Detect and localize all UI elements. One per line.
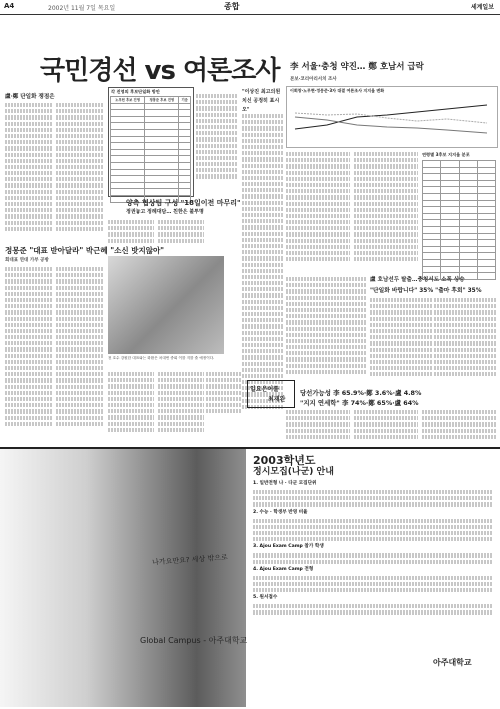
candidate-plan-title: 각 진영의 후보단일화 방안 [111, 89, 160, 94]
age-table [422, 160, 496, 280]
left-article2-col2 [56, 265, 104, 443]
right-top-smallhead: 본보·코리아리서치 조사 [290, 77, 337, 82]
ad-item: 5. 원서접수 [253, 595, 278, 601]
left-subhead-2-small: 회대표 연대 가부 공방 [5, 258, 49, 263]
ad-item: 3. Ajou Exam Camp 참가 학생 [253, 544, 324, 550]
ad-item: 2. 수능 · 학생부 반영 비율 [253, 509, 308, 515]
ad-portrait-image [0, 449, 246, 707]
right-mid-subhead-2: "단일화 바랍니다" 35% "출마 후회" 35% [370, 288, 482, 294]
age-table-title: 연령별 3후보 지지율 분포 [422, 152, 470, 157]
series-line-1 [295, 105, 487, 129]
left-article-col1 [5, 101, 53, 241]
right-top-headline: 李 서울·충청 약진… 鄭 호남서 급락 [290, 62, 424, 72]
right-mid-col1 [370, 296, 432, 384]
chart-label: 이회창·노무현·정몽준·3자 대결 여론조사 지지율 변화 [290, 88, 385, 93]
right-bottom-col2 [354, 408, 418, 444]
right-article-col2 [354, 150, 418, 270]
plan-col-criteria: 기준 [179, 97, 191, 104]
approval-chart-svg [287, 87, 497, 147]
section-name: 종합 [224, 2, 240, 11]
center-article3-col3 [206, 370, 242, 442]
main-headline: 국민경선 vs 여론조사 [40, 56, 280, 86]
page-number: A4 [4, 2, 15, 10]
center-article2-col1 [108, 218, 154, 248]
center-subhead-b: 정권놓고 정례대담… 친한은 불투명 [126, 209, 204, 215]
right-left-col [286, 275, 366, 385]
left-subhead-2: 정몽준 "대표 받아달라" 박근혜 "소신 밧지않아" [5, 246, 165, 255]
center-article2-col2 [158, 218, 204, 248]
ad-info-list [253, 480, 493, 617]
right-bottom-col3 [422, 408, 496, 444]
center-subhead: 양측 협상팀 구성 "18일이전 마무리" [126, 199, 241, 207]
ad-campus-slogan: Global Campus - 아주대학교 [140, 636, 248, 645]
ad-slogan: 나가요만요? 세상 밖으로 [151, 553, 228, 567]
center-article3-col2 [158, 370, 204, 442]
columnist-name: 최재완 [268, 396, 286, 403]
center-right-subhead: "이상진 최고의원 치신 공정히 표시오" [242, 89, 281, 113]
ad-item: 4. Ajou Exam Camp 전형 [253, 566, 314, 572]
left-article-col2 [56, 101, 104, 241]
right-mid-col2 [434, 296, 496, 384]
publisher-name: 세계일보 [470, 4, 494, 11]
right-bottom-col1 [286, 408, 350, 444]
ad-title: 2003학년도 [253, 454, 316, 467]
center-article-col [196, 92, 238, 184]
plan-col-chung: 정몽준 후보 진영 [145, 97, 179, 104]
ad-item: 1. 일반전형 나 · 다군 모집단위 [253, 481, 317, 486]
right-bottom-subhead-2: "지지 연세학" 李 74%·鄭 65%·盧 64% [300, 399, 419, 407]
page-date: 2002년 11월 7일 목요일 [48, 5, 116, 12]
right-bottom-subhead: 당선가능성 李 65.9%·鄭 3.6%·盧 4.8% [300, 389, 422, 397]
university-logo: 아주대학교 [433, 658, 472, 667]
left-subhead: 盧·鄭 단일화 쟁점은 [5, 94, 55, 100]
left-article2-col1 [5, 265, 53, 443]
photo-caption: 천 호수 강원한 대표와는 화환은 차대번 중회 이를 지를 줄 예정이다. [108, 356, 215, 360]
right-article-col1 [286, 150, 350, 270]
columnist-title: 일요은어를 [250, 386, 279, 393]
plan-col-roh: 노무현 후보 진영 [111, 97, 145, 104]
candidate-plan-table [110, 96, 191, 203]
page-header [0, 0, 500, 15]
politician-photo [108, 256, 224, 354]
right-mid-subhead: 盧 호남선두 탈출…충청서도 소폭 상승 [370, 277, 465, 283]
ad-subtitle: 정시모집(나군) 안내 [253, 467, 334, 477]
center-article3-col1 [108, 370, 154, 442]
approval-line-chart [286, 86, 498, 148]
